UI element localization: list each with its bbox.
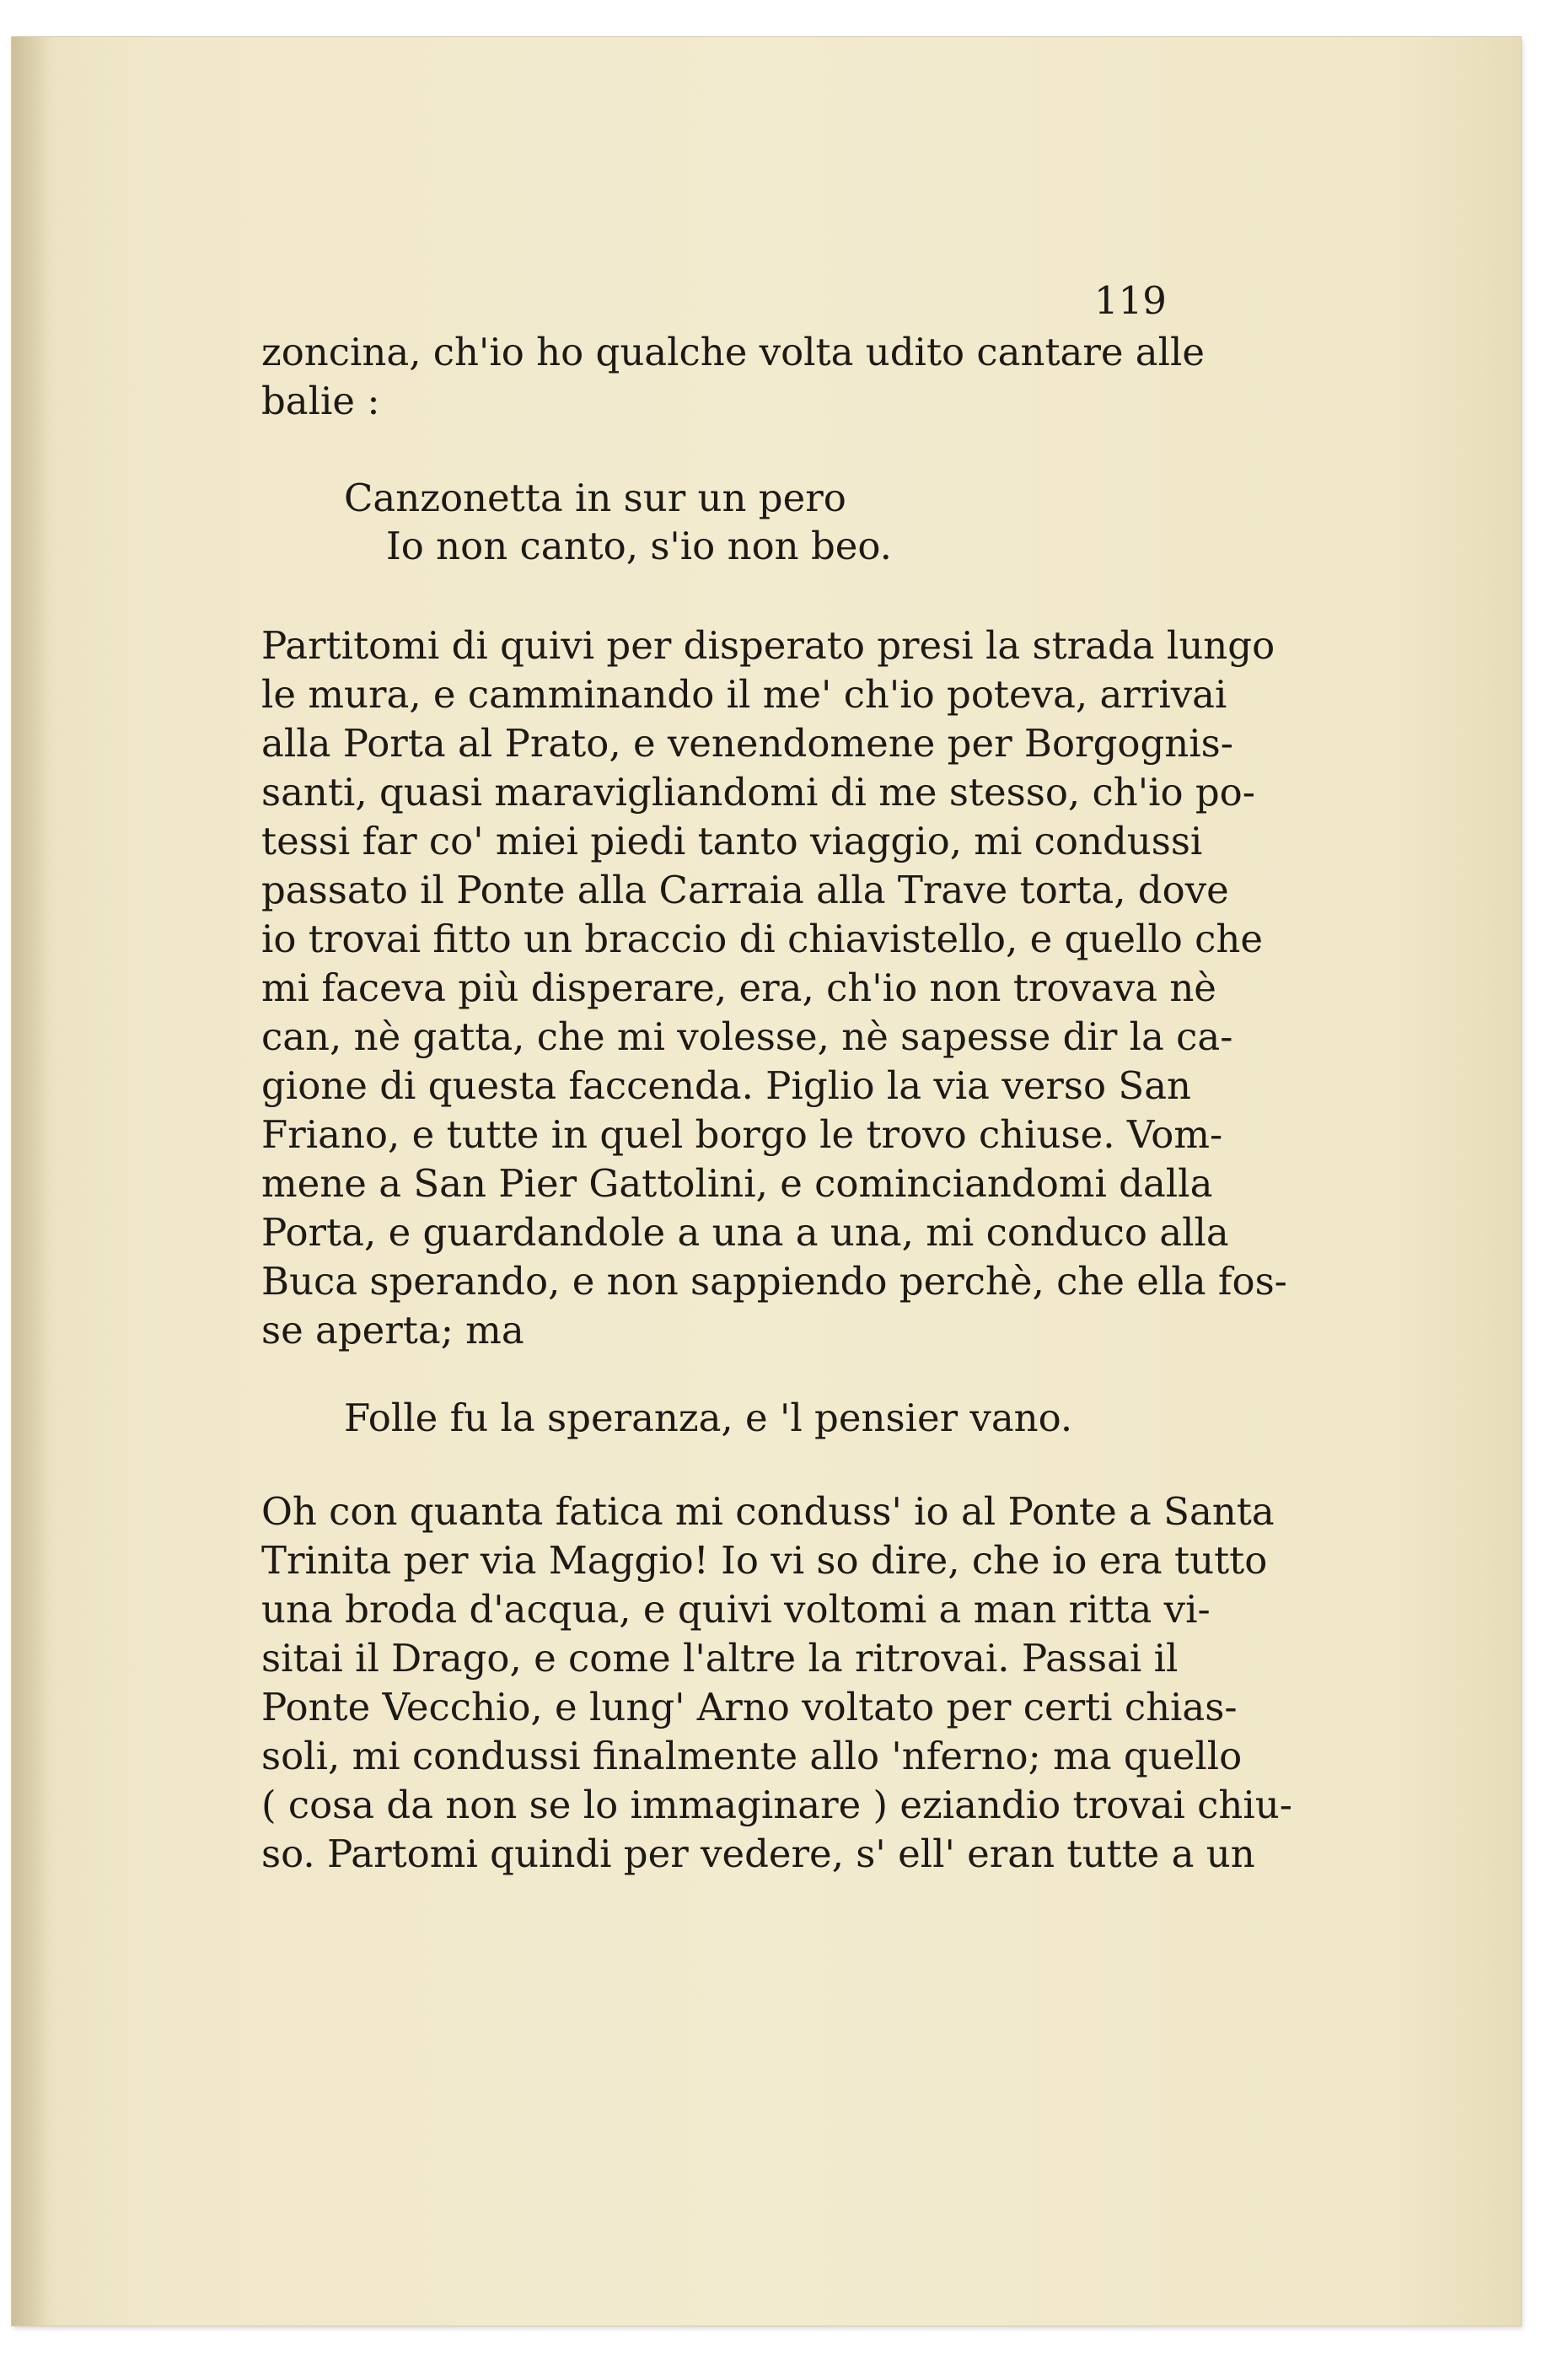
verse-line: Canzonetta in sur un pero bbox=[344, 476, 846, 520]
text-line: sitai il Drago, e come l'altre la ritrovai. Passai il bbox=[261, 1636, 1179, 1681]
text-line: Buca sperando, e non sappiendo perchè, che ella fos- bbox=[261, 1259, 1287, 1304]
verse-line: Io non canto, s'io non beo. bbox=[386, 524, 892, 568]
text-line: Friano, e tutte in quel borgo le trovo chiuse. Vom- bbox=[261, 1112, 1223, 1157]
text-line: balie : bbox=[261, 379, 380, 423]
text-line: Porta, e guardandole a una a una, mi conduco alla bbox=[261, 1210, 1229, 1255]
text-line: mi faceva più disperare, era, ch'io non trovava nè bbox=[261, 965, 1216, 1010]
text-line: zoncina, ch'io ho qualche volta udito cantare alle bbox=[261, 330, 1206, 374]
page-number: 119 bbox=[1094, 278, 1167, 323]
text-line: passato il Ponte alla Carraia alla Trave torta, dove bbox=[261, 868, 1229, 912]
text-line: Oh con quanta fatica mi conduss' io al Ponte a Santa bbox=[261, 1489, 1275, 1534]
text-line: una broda d'acqua, e quivi voltomi a man ritta vi- bbox=[261, 1587, 1211, 1632]
text-line: io trovai fitto un braccio di chiavistello, e quello che bbox=[261, 917, 1263, 961]
text-line: mene a San Pier Gattolini, e cominciandomi dalla bbox=[261, 1161, 1213, 1206]
text-line: Partitomi di quivi per disperato presi la strada lungo bbox=[261, 623, 1275, 668]
text-line: santi, quasi maravigliandomi di me stesso, ch'io po- bbox=[261, 770, 1255, 815]
text-line: ( cosa da non se lo immaginare ) eziandio trovai chiu- bbox=[261, 1783, 1292, 1827]
text-line: Ponte Vecchio, e lung' Arno voltato per certi chias- bbox=[261, 1685, 1238, 1729]
verse-line: Folle fu la speranza, e 'l pensier vano. bbox=[344, 1396, 1073, 1440]
text-line: gione di questa faccenda. Piglio la via verso San bbox=[261, 1063, 1192, 1108]
text-line: so. Partomi quindi per vedere, s' ell' eran tutte a un bbox=[261, 1831, 1255, 1876]
text-line: le mura, e camminando il me' ch'io poteva, arrivai bbox=[261, 672, 1227, 717]
text-line: se aperta; ma bbox=[261, 1308, 524, 1353]
page-gutter-shadow bbox=[12, 37, 51, 2326]
text-line: Trinita per via Maggio! Io vi so dire, che io era tutto bbox=[261, 1538, 1268, 1583]
text-line: alla Porta al Prato, e venendomene per Borgognis- bbox=[261, 721, 1233, 766]
text-line: can, nè gatta, che mi volesse, nè sapesse dir la ca- bbox=[261, 1014, 1233, 1059]
text-line: tessi far co' miei piedi tanto viaggio, mi condussi bbox=[261, 819, 1203, 863]
text-line: soli, mi condussi finalmente allo 'nferno; ma quello bbox=[261, 1734, 1243, 1778]
